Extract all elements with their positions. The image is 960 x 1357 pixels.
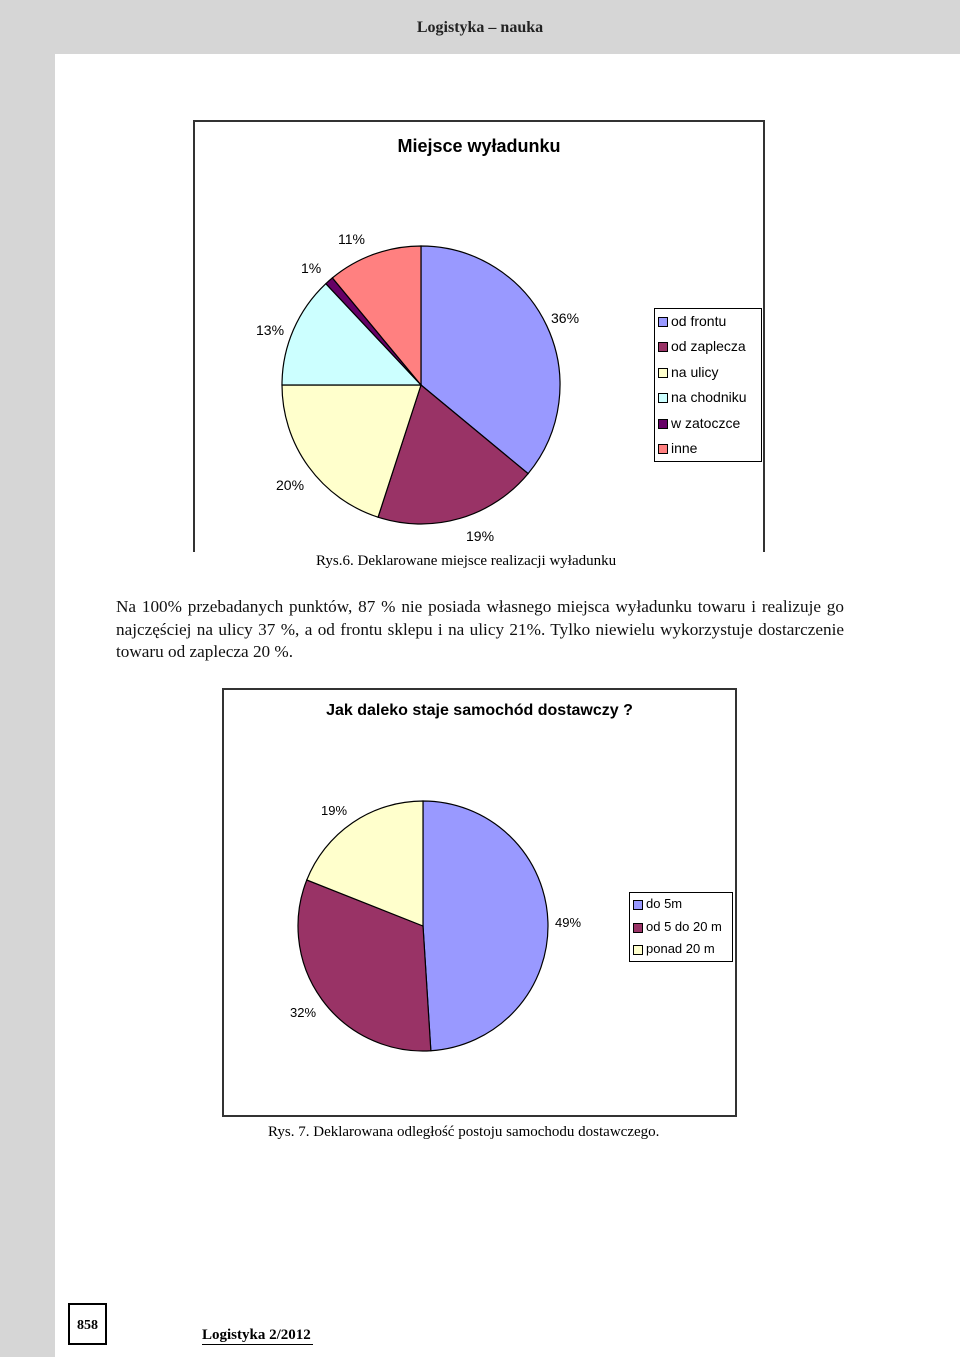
chart1-title: Miejsce wyładunku: [397, 136, 561, 156]
chart1-label-inne: 11%: [338, 231, 365, 247]
figure6-caption: Rys.6. Deklarowane miejsce realizacji wyładunku: [316, 553, 617, 569]
legend-label: na ulicy: [671, 363, 719, 380]
legend-item: [630, 938, 732, 961]
chart1-label-na-chodniku: 13%: [256, 322, 285, 338]
chart1-label-w-zatoczce: 1%: [301, 260, 322, 276]
body-paragraph: Na 100% przebadanych punktów, 87 % nie posiada własnego miejsca wyładunku towaru i realizuje go najczęściej na ulicy 37 %, a od frontu sklepu i na ulicy 21%. Tylko niewielu wykorzystuje dostarczenie towaru od zaplecza 20 %.: [116, 597, 844, 661]
chart1-label-od-zaplecza: 19%: [466, 528, 495, 544]
journal-footer: Logistyka 2/2012: [202, 1327, 311, 1343]
chart2-slice-0: [423, 801, 548, 1051]
chart1-label-od-frontu: 36%: [551, 310, 580, 326]
legend-label: na chodniku: [671, 389, 747, 406]
chart2-label-do-5m: 49%: [555, 915, 582, 930]
chart1-label-na-ulicy: 20%: [276, 477, 305, 493]
chart2-title: Jak daleko staje samochód dostawczy ?: [326, 702, 633, 719]
running-header: Logistyka – nauka: [416, 19, 544, 36]
legend-item: [630, 916, 732, 939]
chart2-label-od-5-do-20m: 32%: [290, 1005, 317, 1020]
legend-item: [630, 893, 732, 916]
page-number: 858: [68, 1303, 107, 1345]
legend-label: od 5 do 20 m: [646, 918, 722, 934]
figure7-caption: Rys. 7. Deklarowana odległość postoju samochodu dostawczego.: [268, 1124, 660, 1140]
legend-label: do 5m: [646, 896, 683, 911]
legend-label: w zatoczce: [671, 414, 741, 431]
legend-label: od frontu: [671, 313, 727, 329]
chart2-label-ponad-20m: 19%: [321, 803, 348, 818]
chart2-legend: [629, 892, 733, 962]
legend-label: inne: [671, 439, 698, 456]
legend-label: od zaplecza: [671, 338, 746, 355]
legend-label: ponad 20 m: [646, 941, 715, 956]
